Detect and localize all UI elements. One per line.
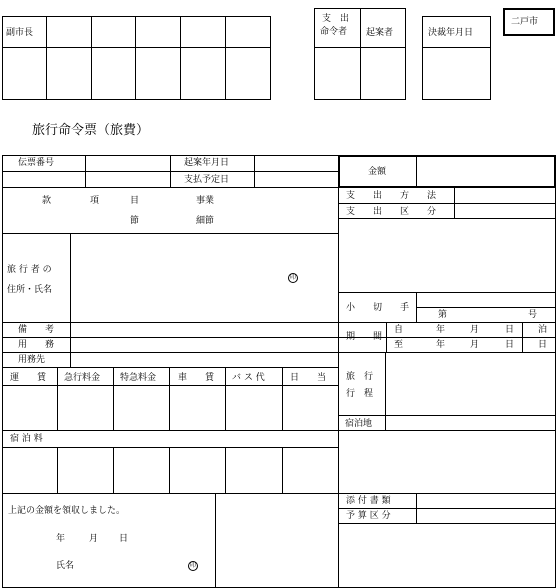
period-to: 至: [394, 340, 404, 350]
shishutsu-label: 支 出: [322, 14, 350, 24]
period-nichi: 日: [538, 340, 548, 350]
kotei-label: 行 程: [346, 389, 374, 399]
form-title: 旅行命令票（旅費）: [32, 123, 150, 138]
period-from: 自: [394, 325, 404, 335]
kian-date-label: 起案年月日: [184, 158, 230, 168]
jigyo-label: 事業: [196, 196, 215, 206]
receipt-year: 年: [56, 534, 66, 544]
period-to-month: 月: [470, 340, 480, 350]
traveler-seal-icon: 印: [289, 274, 296, 281]
city-label: 二戸市: [511, 17, 539, 27]
traveler-label-2: 住所・氏名: [7, 285, 53, 295]
receipt-text: 上記の金額を領収しました。: [8, 506, 126, 516]
receipt-month: 月: [89, 534, 99, 544]
unchin-label: 運 賃: [10, 373, 47, 383]
kyuko-label: 急行料金: [64, 373, 101, 383]
kogitte-go: 号: [528, 310, 538, 320]
yomu-label: 用 務: [18, 340, 55, 350]
meireisha-label: 命令者: [320, 27, 348, 37]
denpyo-no-label: 伝票番号: [18, 158, 55, 168]
kou-label: 項: [90, 196, 100, 206]
shukuhaku-label: 宿 泊 料: [10, 434, 43, 444]
receipt-day: 日: [119, 534, 129, 544]
period-to-day: 日: [505, 340, 515, 350]
tenpu-label: 添 付 書 類: [346, 496, 391, 506]
saisetsu-label: 細節: [196, 216, 215, 226]
ryoko-label: 旅 行: [346, 372, 374, 382]
kogitte-label: 小 切 手: [346, 303, 410, 313]
traveler-label-1: 旅 行 者 の: [7, 265, 52, 275]
kan-label: 款: [42, 196, 52, 206]
receipt-shimei: 氏名: [56, 561, 75, 571]
kessai-label: 決裁年月日: [428, 28, 474, 38]
shukuhakuchi-label: 宿泊地: [345, 419, 373, 429]
biko-label: 備 考: [18, 325, 55, 335]
nitto-label: 日 当: [290, 373, 327, 383]
period-from-day: 日: [505, 325, 515, 335]
approval-fukushicho-box: [2, 16, 271, 100]
yomusaki-label: 用務先: [18, 355, 46, 365]
shishutsu-hoho-label: 支 出 方 法: [346, 191, 437, 201]
period-from-year: 年: [436, 325, 446, 335]
kingaku-label: 金額: [368, 167, 387, 177]
fukushicho-label: 副市長: [6, 28, 34, 38]
sha-label: 車 賃: [178, 373, 215, 383]
shishutsu-kubun-label: 支 出 区 分: [346, 207, 437, 217]
kogitte-dai: 第: [438, 310, 448, 320]
yosan-label: 予 算 区 分: [346, 511, 391, 521]
period-haku: 泊: [538, 325, 548, 335]
kianja-label: 起案者: [366, 28, 394, 38]
period-to-year: 年: [436, 340, 446, 350]
receipt-seal-icon: 印: [189, 562, 196, 569]
moku-label: 目: [130, 196, 140, 206]
period-label: 期 間: [346, 332, 383, 342]
tokkyu-label: 特急料金: [120, 373, 157, 383]
setsu-label: 節: [130, 216, 140, 226]
period-from-month: 月: [470, 325, 480, 335]
bus-label: バ ス 代: [232, 373, 265, 383]
shiharai-date-label: 支払予定日: [184, 175, 230, 185]
